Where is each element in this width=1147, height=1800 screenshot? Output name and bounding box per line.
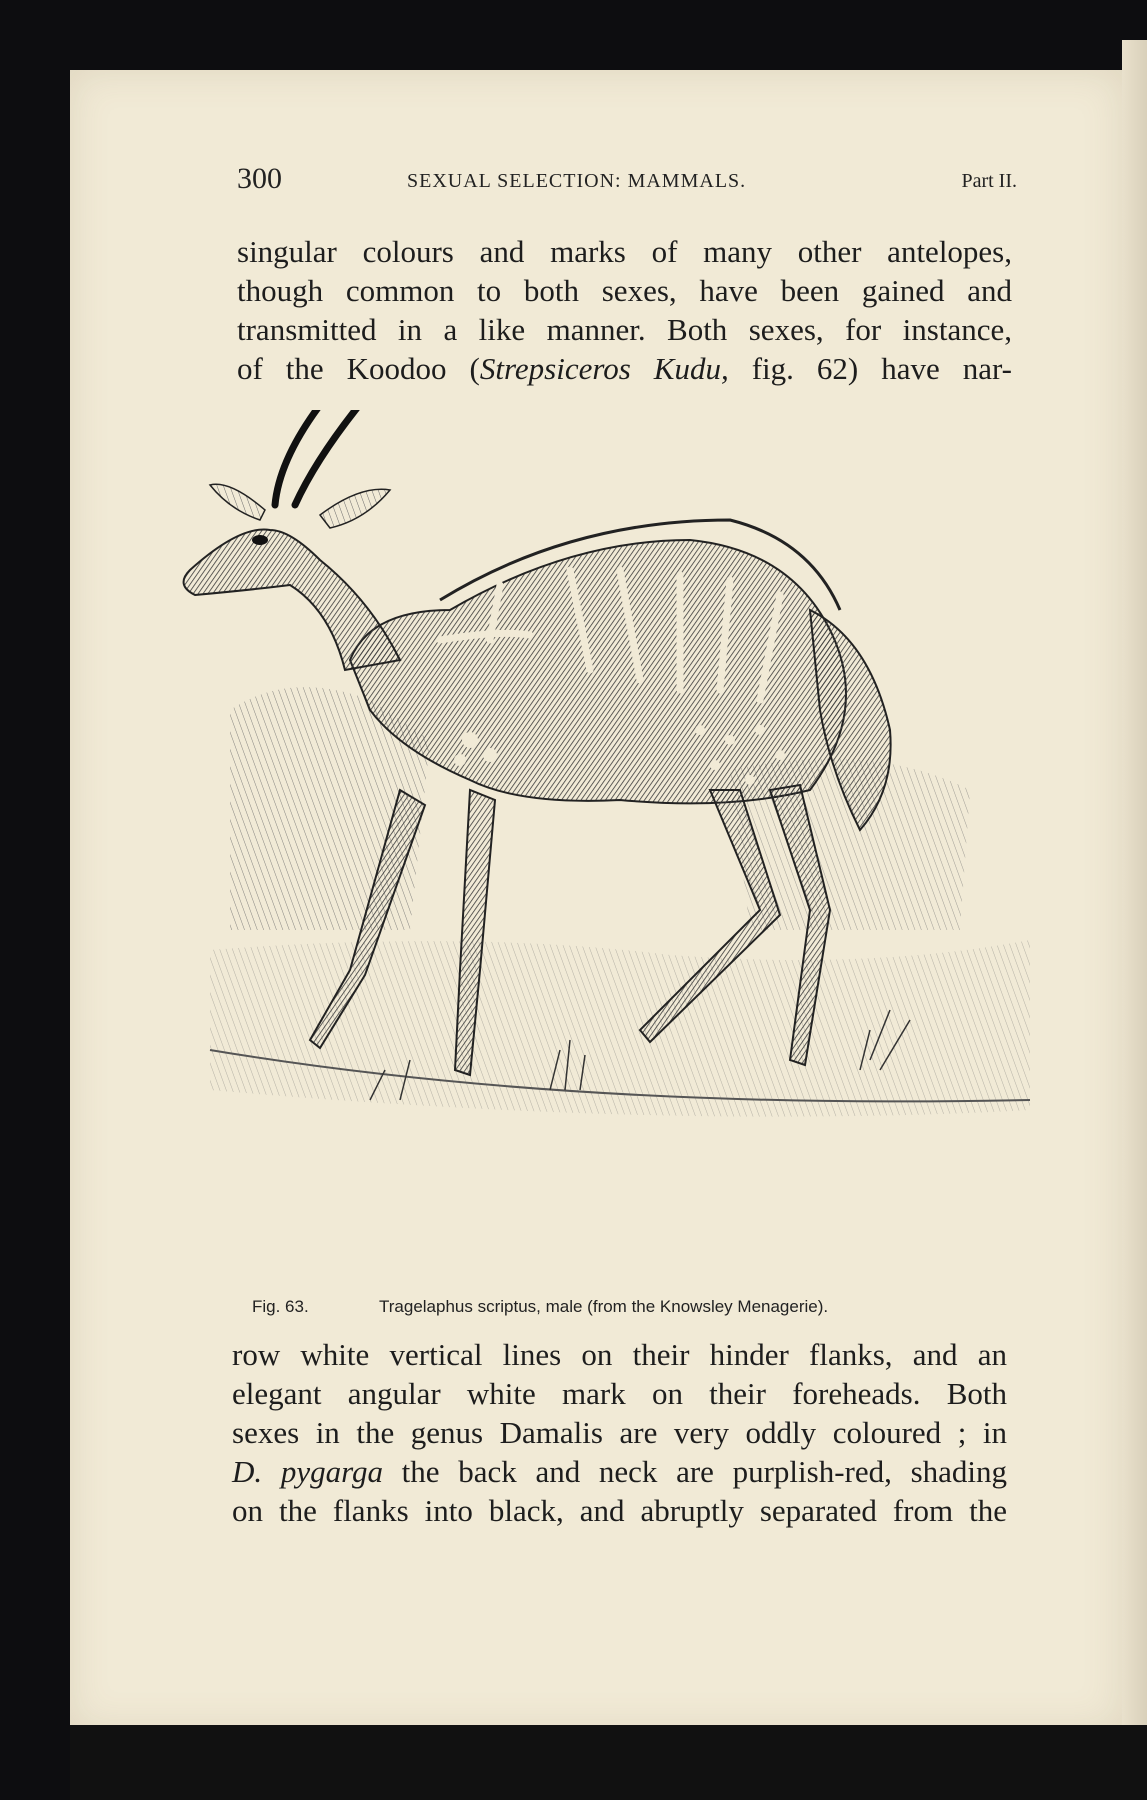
text-line [237,349,1012,388]
page-edge [1122,40,1147,1740]
text-fragment: fig. 62) have nar- [728,351,1012,386]
text-line: sexes in the genus Damalis are very oddly coloured ; in [232,1415,1007,1450]
text-line: row white vertical lines on their hinder flanks, and an [232,1337,1007,1372]
text-line: elegant angular white mark on their foreheads. Both [232,1376,1007,1411]
text-line: transmitted in a like manner. Both sexes, for instance, [237,312,1012,347]
bottom-paragraph [232,1335,1007,1530]
running-title: SEXUAL SELECTION: MAMMALS. [407,170,747,192]
figure-number: Fig. 63. [252,1297,309,1316]
antelope-engraving [170,410,1070,1290]
part-label: Part II. [961,170,1017,192]
text-fragment: of the Koodoo ( [237,351,480,386]
antelope-illustration [170,410,1070,1290]
page-header [237,162,1017,202]
text-fragment: the back and neck are purplish-red, shading [383,1454,1007,1489]
page-number: 300 [237,162,282,195]
species-name: Strepsiceros Kudu, [479,351,729,386]
text-line: singular colours and marks of many other antelopes, [237,234,1012,269]
text-line: on the flanks into black, and abruptly separated from the [232,1493,1007,1528]
species-name: D. pygarga [232,1454,383,1489]
text-line [232,1452,1007,1491]
bottom-edge [70,1725,1147,1800]
top-paragraph [237,232,1012,388]
text-line: though common to both sexes, have been gained and [237,273,1012,308]
figure-caption-text: Tragelaphus scriptus, male (from the Knowsley Menagerie). [379,1297,829,1316]
